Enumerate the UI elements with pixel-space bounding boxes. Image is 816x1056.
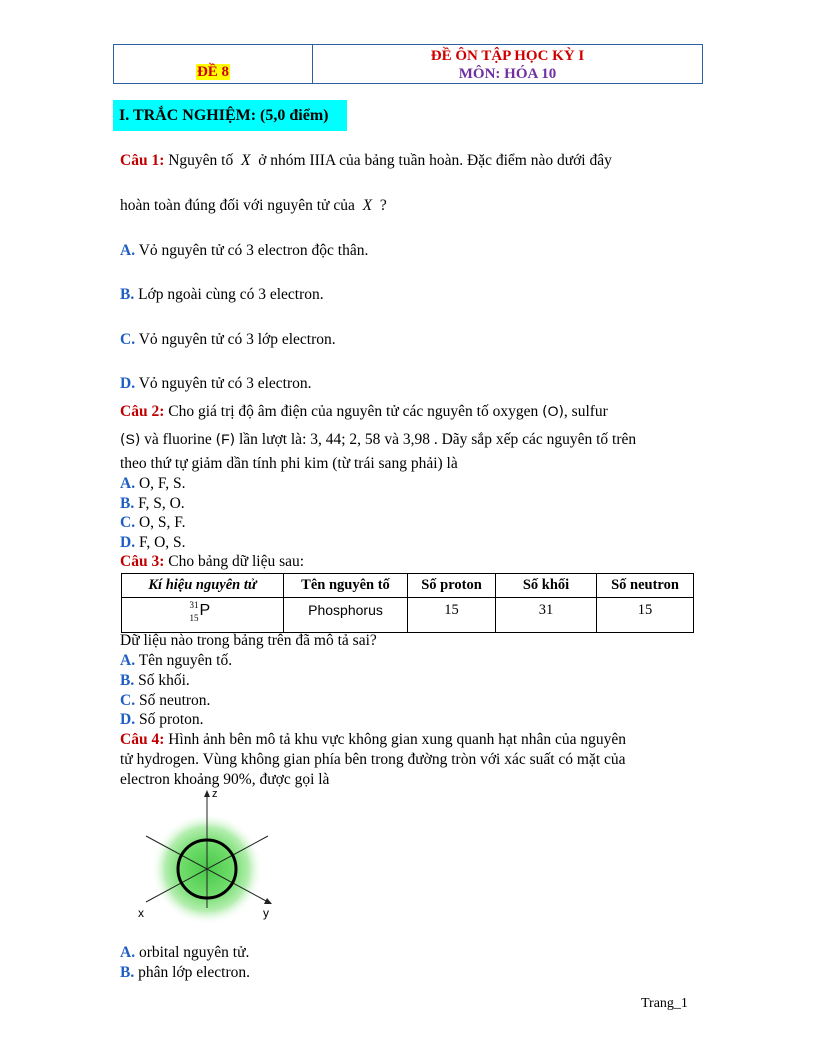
q3-option-c: C. Số neutron. xyxy=(120,692,211,709)
page-number: Trang_1 xyxy=(641,996,688,1011)
q2-line2: (S) và fluorine (F) lần lượt là: 3, 44; 2, 58 và 3,98 . Dãy sắp xếp các nguyên tố trên xyxy=(120,431,637,448)
table-header-row xyxy=(122,574,694,598)
q3-option-b: B. Số khối. xyxy=(120,672,190,689)
nuclide-notation: 31 15 P xyxy=(189,600,211,623)
q2-line1: Câu 2: Cho giá trị độ âm điện của nguyên tử các nguyên tố oxygen (O), sulfur xyxy=(120,403,608,420)
axis-label-x: x xyxy=(138,906,144,920)
q1-line2: hoàn toàn đúng đối với nguyên tử của X ? xyxy=(120,197,387,214)
q4-option-b: B. phân lớp electron. xyxy=(120,964,251,981)
q2-line3: theo thứ tự giảm dần tính phi kim (từ trái sang phải) là xyxy=(120,455,458,472)
q2-label: Câu 2: xyxy=(120,403,165,420)
q3-option-d: D. Số proton. xyxy=(120,711,204,728)
q3-option-a: A. Tên nguyên tố. xyxy=(120,652,233,669)
header-box xyxy=(113,44,703,84)
q1-option-b: B. Lớp ngoài cùng có 3 electron. xyxy=(120,286,324,303)
q2-option-d: D. F, O, S. xyxy=(120,534,186,551)
table-cell-symbol xyxy=(122,598,284,633)
table-header: Số proton xyxy=(408,574,496,598)
table-cell-neutron: 15 xyxy=(597,598,694,633)
q1-option-c: C. Vỏ nguyên tử có 3 lớp electron. xyxy=(120,331,336,348)
z-axis-arrow xyxy=(204,790,210,797)
table-header: Số neutron xyxy=(597,574,694,598)
q4-option-a: A. orbital nguyên tử. xyxy=(120,944,250,961)
exam-subject: MÔN: HÓA 10 xyxy=(458,66,557,82)
table-header: Kí hiệu nguyên tử xyxy=(122,574,284,598)
hydrogen-orbital-figure xyxy=(130,788,290,924)
q2-option-a: A. O, F, S. xyxy=(120,475,186,492)
q3-line1: Câu 3: Cho bảng dữ liệu sau: xyxy=(120,553,305,570)
q4-line1: Câu 4: Hình ảnh bên mô tả khu vực không gian xung quanh hạt nhân của nguyên xyxy=(120,731,627,748)
q4-line3: electron khoảng 90%, được gọi là xyxy=(120,771,330,788)
q3-data-table xyxy=(121,573,694,633)
exam-code: ĐỀ 8 xyxy=(196,64,230,80)
axis-label-z: z xyxy=(212,788,218,800)
table-row xyxy=(122,598,694,633)
section-title: I. TRẮC NGHIỆM: (5,0 điểm) xyxy=(113,100,347,131)
q3-label: Câu 3: xyxy=(120,553,165,570)
table-header: Tên nguyên tố xyxy=(284,574,408,598)
exam-title xyxy=(313,47,702,83)
axis-label-y: y xyxy=(263,906,269,920)
q1-option-a: A. Vỏ nguyên tử có 3 electron độc thân. xyxy=(120,242,369,259)
q2-option-c: C. O, S, F. xyxy=(120,514,186,531)
q4-label: Câu 4: xyxy=(120,731,165,748)
q3-question: Dữ liệu nào trong bảng trên đã mô tả sai? xyxy=(120,632,377,649)
q1-line1: Câu 1: Nguyên tố X ở nhóm IIIA của bảng tuần hoàn. Đặc điểm nào dưới đây xyxy=(120,152,612,169)
q1-label: Câu 1: xyxy=(120,152,165,169)
exam-title-line1: ĐỀ ÔN TẬP HỌC KỲ I xyxy=(430,48,585,64)
table-cell-name: Phosphorus xyxy=(284,598,408,633)
table-cell-proton: 15 xyxy=(408,598,496,633)
table-cell-mass: 31 xyxy=(496,598,597,633)
q4-line2: tử hydrogen. Vùng không gian phía bên trong đường tròn với xác suất có mặt của xyxy=(120,751,626,768)
table-header: Số khối xyxy=(496,574,597,598)
q2-option-b: B. F, S, O. xyxy=(120,495,185,512)
q1-option-d: D. Vỏ nguyên tử có 3 electron. xyxy=(120,375,312,392)
